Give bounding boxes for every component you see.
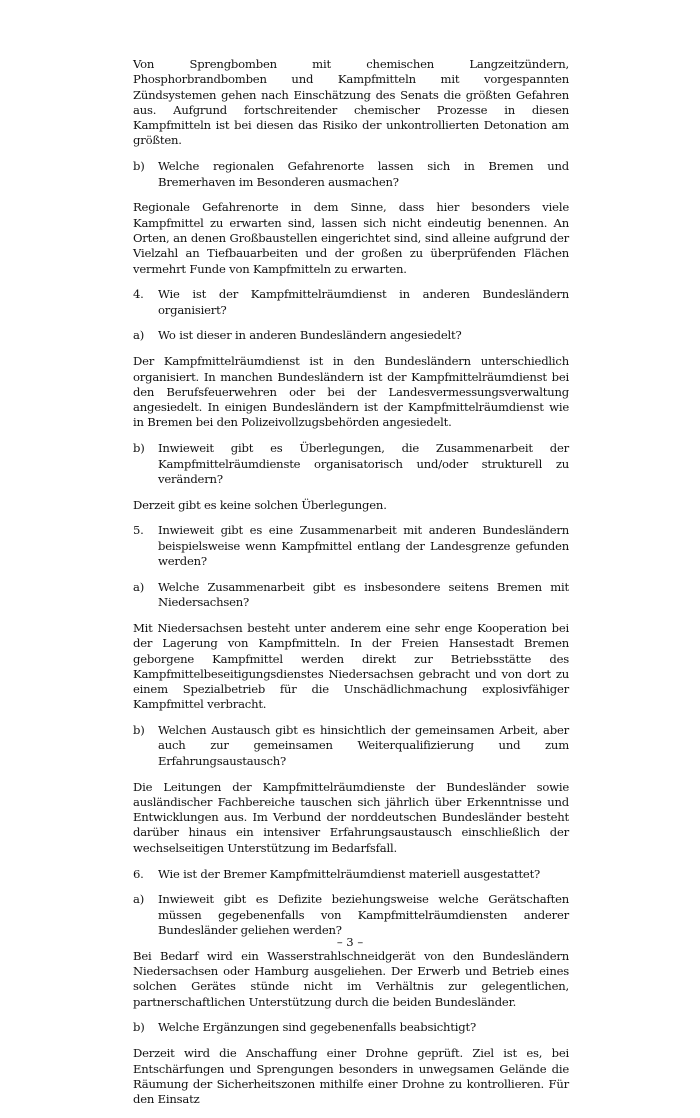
answer-paragraph: Mit Niedersachsen besteht unter anderem eine sehr enge Kooperation bei der Lagerung von Kampfmitteln. In der Freien Hansestadt Bremen geborgene Kampfmittel werden direkt zur Betriebsstätte des Kampfmittelbeseitigungsdienstes Niedersachsen gebracht und von dort zu einem Spezialbetrieb für die Unschädlichmachung explosivfähiger Kampfmittel verbracht. (133, 620, 569, 712)
page-number: – 3 – (336, 935, 364, 949)
question-item (133, 159, 569, 190)
question-text: Welche regionalen Gefahrenorte lassen sich in Bremen und Bremerhaven im Besonderen ausmachen? (158, 159, 569, 189)
question-item (133, 328, 569, 343)
answer-paragraph: Von Sprengbomben mit chemischen Langzeitzündern, Phosphorbrandbomben und Kampfmitteln mit vorgespannten Zündsystemen gehen nach Einschätzung des Senats die größten Gefahren aus. Aufgrund fortschreitender chemischer Prozesse in diesen Kampfmitteln ist bei diesen das Risiko der unkontrollierten Detonation am größten. (133, 57, 569, 148)
question-label: 5. (133, 523, 144, 538)
question-item (133, 723, 569, 769)
answer-paragraph: Der Kampfmittelräumdienst ist in den Bundesländern unterschiedlich organisiert. In manchen Bundesländern ist der Kampfmittelräumdienst bei den Berufsfeuerwehren oder bei der Landesvermessungsverwaltung angesiedelt. In einigen Bundesländern ist der Kampfmittelräumdienst wie in Bremen bei den Polizeivollzugsbehörden angesiedelt. (133, 354, 569, 430)
answer-paragraph: Die Leitungen der Kampfmittelräumdienste der Bundesländer sowie ausländischer Fachbereiche tauschen sich jährlich über Erkenntnisse und Entwicklungen aus. Im Verbund der norddeutschen Bundesländer besteht darüber hinaus ein intensiver Erfahrungsaustausch einschließlich der wechselseitigen Unterstützung im Bedarfsfall. (133, 779, 569, 855)
answer-paragraph: Derzeit wird die Anschaffung einer Drohne geprüft. Ziel ist es, bei Entschärfungen und Sprengungen besonders in unwegsamen Gelände die Räumung der Sicherheitszonen mithilfe einer Drohne zu kontrollieren. Für den Einsatz (133, 1046, 569, 1107)
question-label: b) (133, 1020, 145, 1035)
question-text: Welchen Austausch gibt es hinsichtlich der gemeinsamen Arbeit, aber auch zur gemeinsamen Weiterqualifizierung und zum Erfahrungsaustausch? (158, 723, 569, 768)
document-body (133, 57, 569, 1118)
question-label: a) (133, 579, 145, 594)
question-item (133, 1020, 569, 1035)
answer-paragraph: Bei Bedarf wird ein Wasserstrahlschneidgerät von den Bundesländern Niedersachsen oder Hamburg ausgeliehen. Der Erwerb und Betrieb eines solchen Gerätes stünde nicht im Verhältnis zur gelegentlichen, partnerschaftlichen Unterstützung durch die beiden Bundesländer. (133, 948, 569, 1009)
question-label: a) (133, 892, 145, 907)
answer-paragraph: Derzeit gibt es keine solchen Überlegungen. (133, 497, 387, 512)
question-item (133, 287, 569, 318)
question-item (133, 441, 569, 487)
question-label: b) (133, 723, 145, 738)
question-text: Welche Ergänzungen sind gegebenenfalls beabsichtigt? (158, 1020, 476, 1035)
question-text: Wo ist dieser in anderen Bundesländern angesiedelt? (158, 328, 462, 343)
answer-paragraph: Regionale Gefahrenorte in dem Sinne, dass hier besonders viele Kampfmittel zu erwarten sind, lassen sich nicht eindeutig benennen. An Orten, an denen Großbaustellen eingerichtet sind, sind alleine aufgrund der Vielzahl an Tiefbauarbeiten und der großen zu überprüfenden Flächen vermehrt Funde von Kampfmitteln zu erwarten. (133, 200, 569, 276)
question-text: Inwieweit gibt es Defizite beziehungsweise welche Gerätschaften müssen gegebenenfalls von Kampfmittelräumdiensten anderer Bundesländer geliehen werden? (158, 892, 569, 937)
question-item (133, 892, 569, 938)
question-text: Inwieweit gibt es Überlegungen, die Zusammenarbeit der Kampfmittelräumdienste organisatorisch und/oder strukturell zu verändern? (158, 441, 569, 486)
question-label: a) (133, 328, 145, 343)
question-text: Welche Zusammenarbeit gibt es insbesondere seitens Bremen mit Niedersachsen? (158, 579, 569, 610)
question-text: Wie ist der Bremer Kampfmittelräumdienst materiell ausgestattet? (158, 866, 541, 881)
question-label: 6. (133, 866, 144, 881)
question-item (133, 867, 569, 882)
question-item (133, 523, 569, 569)
question-label: b) (133, 159, 145, 174)
question-label: b) (133, 441, 145, 456)
question-label: 4. (133, 287, 144, 302)
question-text: Inwieweit gibt es eine Zusammenarbeit mit anderen Bundesländern beispielsweise wenn Kampfmittel entlang der Landesgrenze gefunden werden? (158, 523, 569, 569)
question-text: Wie ist der Kampfmittelräumdienst in anderen Bundesländern organisiert? (158, 287, 569, 317)
question-item (133, 580, 569, 611)
